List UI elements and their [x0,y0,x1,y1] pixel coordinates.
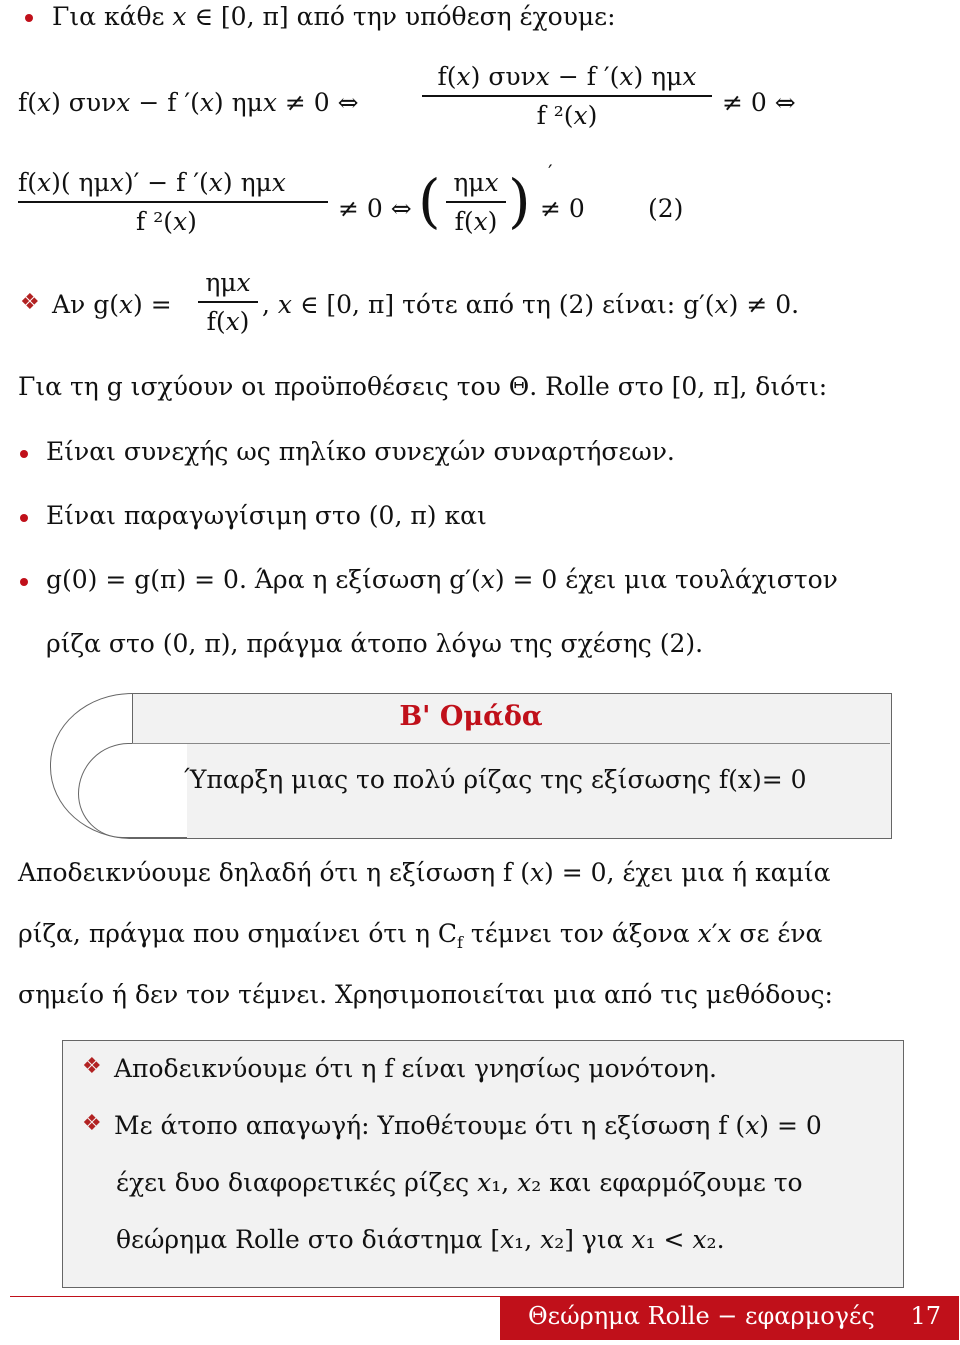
def-suffix: , 𝑥 ∈ [0, π] τότε από τη (2) είναι: g′(𝑥) ≠ 0. [262,290,800,319]
intro-line: Για κάθε 𝑥 ∈ [0, π] από την υπόθεση έχουμε: [52,2,616,31]
continuation-line: ρίζα στο (0, π), πράγμα άτοπο λόγω της σχέσης (2). [46,629,704,658]
eq2-inner-denominator: f(𝑥) [454,207,498,236]
eq2-fraction [18,168,328,236]
para-line-2 [18,919,822,952]
para-line-2a: ρίζα, πράγμα που σημαίνει ότι η C [18,919,458,948]
diamond-bullet-icon: ❖ [82,1054,102,1079]
para-line-3: σημείο ή δεν τον τέμνει. Χρησιμοποιείται μια από τις μεθόδους: [18,980,833,1009]
def-prefix: Αν g(𝑥) = [52,290,172,319]
section-title: Β' Ομάδα [399,701,543,732]
bullet-equal-values: g(0) = g(π) = 0. Άρα η εξίσωση g′(𝑥) = 0 έχει μια τουλάχιστον [46,565,838,594]
eq2-tag: (2) [648,194,684,223]
method-monotonic: Αποδεικνύουμε ότι η f είναι γνησίως μονότονη. [114,1054,717,1083]
footer-bar [500,1296,959,1340]
eq1-denominator: f ²(𝑥) [536,101,598,130]
eq2-inner-fraction [446,168,506,236]
eq2-prime: ′ [548,160,553,184]
left-paren: ( [418,167,441,235]
bullet-continuous: Είναι συνεχής ως πηλίκο συνεχών συναρτήσεων. [46,437,675,466]
banner-arc-inner-decoration [78,743,187,838]
section-banner [50,693,892,841]
eq2-numerator: f(𝑥)( ημ𝑥)′ − f ′(𝑥) ημ𝑥 [18,168,286,197]
bullet-differentiable: Είναι παραγωγίσιμη στο (0, π) και [46,501,487,530]
def-fraction [198,268,258,336]
bullet-dot-icon [20,514,28,522]
def-denominator: f(𝑥) [206,307,250,336]
eq1-fraction [422,62,712,130]
right-paren: ) [508,167,531,235]
bullet-dot-icon [20,450,28,458]
eq1-left: f(𝑥) συν𝑥 − f ′(𝑥) ημ𝑥 ≠ 0 ⇔ [18,88,359,117]
eq1-numerator: f(𝑥) συν𝑥 − f ′(𝑥) ημ𝑥 [437,62,697,91]
diamond-bullet-icon: ❖ [82,1111,102,1136]
eq2-denominator: f ²(𝑥) [136,207,197,236]
footer-rule [10,1296,500,1297]
eq1-right: ≠ 0 ⇔ [722,88,796,117]
page-number: 17 [910,1302,941,1330]
section-subtitle: Ύπαρξη μιας το πολύ ρίζας της εξίσωσης f(x)= 0 [184,765,807,794]
method-contradiction: Με άτοπο απαγωγή: Υποθέτουμε ότι η εξίσωση f (𝑥) = 0 [114,1111,822,1140]
eq2-right: ≠ 0 [540,194,585,223]
para-line-1: Αποδεικνύουμε δηλαδή ότι η εξίσωση f (𝑥) = 0, έχει μια ή καμία [18,858,831,887]
bullet-dot-icon [25,14,33,22]
def-numerator: ημ𝑥 [205,268,251,297]
bullet-dot-icon [20,578,28,586]
eq2-inner-numerator: ημ𝑥 [453,168,499,197]
rolle-line: Για τη g ισχύουν οι προϋποθέσεις του Θ. Rolle στο [0, π], διότι: [18,372,828,401]
diamond-bullet-icon: ❖ [20,290,40,315]
method-contradiction-line-3: θεώρημα Rolle στο διάστημα [𝑥₁, 𝑥₂] για 𝑥₁ < 𝑥₂. [116,1225,725,1254]
eq2-mid: ≠ 0 ⇔ [338,194,412,223]
para-line-2b: τέμνει τον άξονα 𝑥′𝑥 σε ένα [462,919,823,948]
footer-title: Θεώρημα Rolle − εφαρμογές [528,1302,875,1330]
method-contradiction-line-2: έχει δυο διαφορετικές ρίζες 𝑥₁, 𝑥₂ και εφαρμόζουμε το [116,1168,803,1197]
subscript-f: f [457,933,463,952]
